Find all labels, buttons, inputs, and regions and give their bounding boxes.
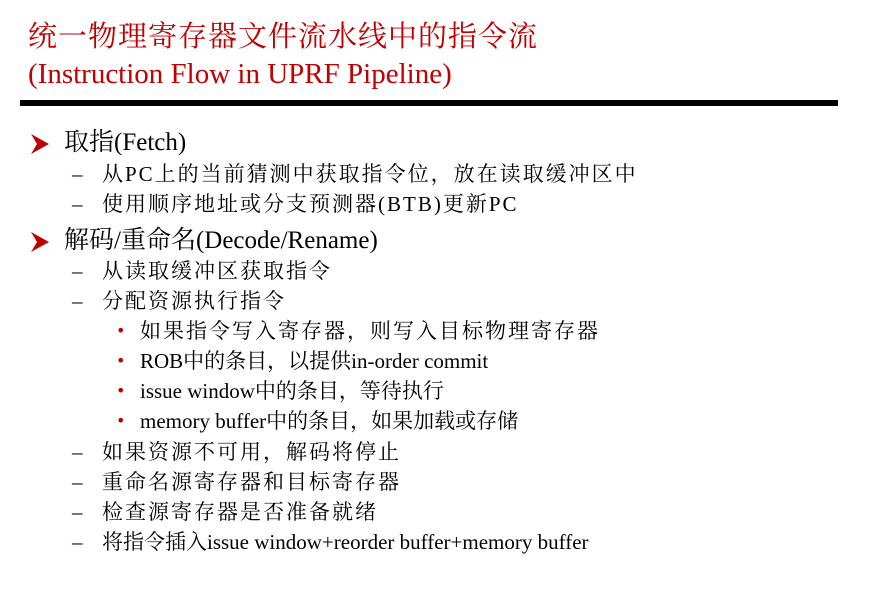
bullet-level2 [72,255,332,285]
dot-marker: • [116,321,128,340]
bullet-level2 [72,436,401,466]
bullet-text: 检查源寄存器是否准备就绪 [102,500,378,524]
bullet-text: issue window中的条目，等待执行 [140,379,444,403]
bullet-text: 从读取缓冲区获取指令 [102,259,332,283]
bullet-level3 [116,315,600,345]
slide-title-english: (Instruction Flow in UPRF Pipeline) [28,58,452,90]
bullet-text: 从PC上的当前猜测中获取指令位，放在读取缓冲区中 [102,162,638,186]
dash-marker: – [72,259,85,283]
dash-marker: – [72,289,85,313]
arrow-bullet-icon [30,133,64,155]
dot-marker: • [116,411,126,430]
arrow-bullet-icon [30,231,64,253]
bullet-level1-decode-rename [30,220,378,256]
dash-marker: – [72,470,85,494]
dash-marker: – [72,192,85,216]
dash-marker: – [72,440,85,464]
bullet-level2 [72,188,519,218]
dash-marker: – [72,500,85,524]
dash-marker: – [72,530,83,554]
bullet-text: memory buffer中的条目，如果加载或存储 [140,409,519,433]
bullet-level1-fetch [30,122,186,158]
dot-marker: • [116,381,126,400]
bullet-level3 [116,345,488,375]
dot-marker: • [116,351,126,370]
bullet-text: 如果资源不可用，解码将停止 [102,440,401,464]
bullet-text: ROB中的条目，以提供in-order commit [140,349,489,373]
bullet-level3 [116,375,444,405]
bullet-level2 [72,158,638,188]
bullet-text: 分配资源执行指令 [102,289,286,313]
bullet-level2 [72,526,589,556]
bullet-text: 将指令插入issue window+reorder buffer+memory buffer [102,530,589,554]
bullet-text: 如果指令写入寄存器，则写入目标物理寄存器 [140,319,600,343]
bullet-text: 取指(Fetch) [64,129,187,156]
bullet-level2 [72,466,401,496]
bullet-text: 解码/重命名(Decode/Rename) [64,227,378,254]
bullet-text: 使用顺序地址或分支预测器(BTB)更新PC [102,192,519,216]
bullet-level2 [72,285,286,315]
bullet-text: 重命名源寄存器和目标寄存器 [102,470,401,494]
slide-title-chinese: 统一物理寄存器文件流水线中的指令流 [28,21,539,53]
dash-marker: – [72,162,85,186]
bullet-level3 [116,405,518,435]
bullet-level2 [72,496,378,526]
